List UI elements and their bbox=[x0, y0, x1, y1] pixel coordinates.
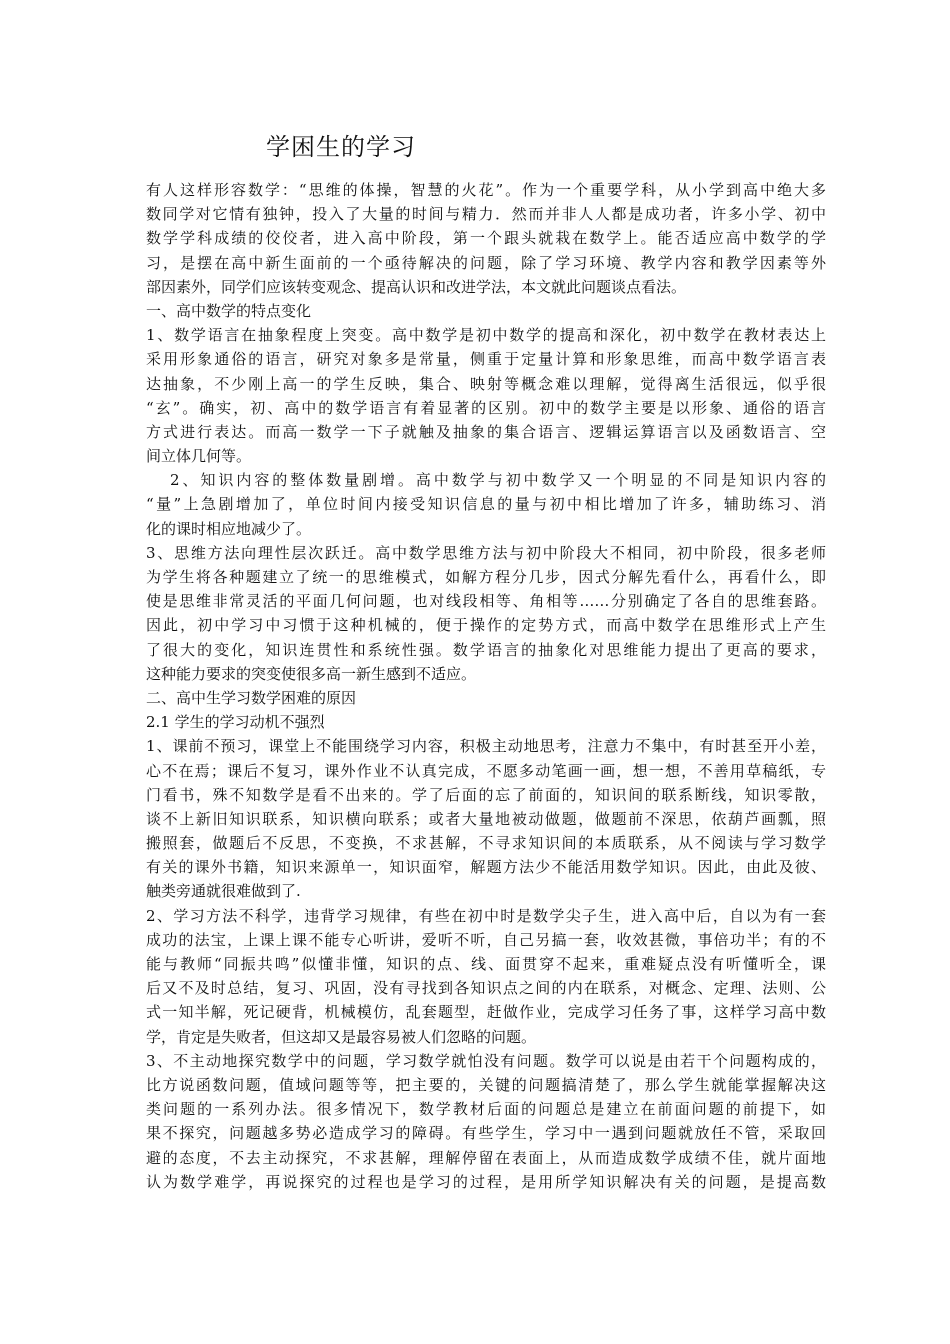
text-line: 谈不上新旧知识联系，知识横向联系；或者大量地被动做题，做题前不深思，依葫芦画瓢，照 bbox=[146, 809, 826, 828]
text-line: 有人这样形容数学：“思维的体操，智慧的火花”。作为一个重要学科，从小学到高中绝大多 bbox=[146, 181, 826, 199]
text-line: 了很大的变化，知识连贯性和系统性强。数学语言的抽象化对思维能力提出了更高的要求， bbox=[146, 640, 826, 659]
text-line: “玄”。确实，初、高中的数学语言有着显著的区别。初中的数学主要是以形象、通俗的语言 bbox=[146, 398, 826, 417]
text-line: “量”上急剧增加了，单位时间内接受知识信息的量与初中相比增加了许多，辅助练习、消 bbox=[146, 495, 826, 514]
document-body bbox=[146, 178, 826, 1194]
text-line: 数学学科成绩的佼佼者，进入高中阶段，第一个跟头就栽在数学上。能否适应高中数学的学 bbox=[146, 229, 826, 248]
text-line: 1、数学语言在抽象程度上突变。高中数学是初中数学的提高和深化，初中数学在教材表达上 bbox=[146, 326, 826, 345]
text-line: 类问题的一系列办法。很多情况下，数学教材后面的问题总是建立在前面问题的前提下，如 bbox=[146, 1100, 826, 1119]
text-line: 有关的课外书籍，知识来源单一，知识面窄，解题方法少不能活用数学知识。因此，由此及彼、 bbox=[146, 858, 826, 877]
text-line: 采用形象通俗的语言，研究对象多是常量，侧重于定量计算和形象思维，而高中数学语言表 bbox=[146, 350, 826, 369]
text-line: 避的态度，不去主动探究，不求甚解，理解停留在表面上，从而造成数学成绩不佳，就片面地 bbox=[146, 1148, 826, 1167]
text-line: 比方说函数问题，值域问题等等，把主要的，关键的问题搞清楚了，那么学生就能掌握解决这 bbox=[146, 1075, 826, 1094]
text-line: 门看书，殊不知数学是看不出来的。学了后面的忘了前面的，知识间的联系断线，知识零散， bbox=[146, 785, 826, 804]
text-line: 因此，初中学习中习惯于这种机械的，便于操作的定势方式，而高中数学在思维形式上产生 bbox=[146, 616, 826, 635]
text-line: 1、课前不预习，课堂上不能围绕学习内容，积极主动地思考，注意力不集中，有时甚至开小差， bbox=[146, 737, 826, 756]
text-line: 习，是摆在高中新生面前的一个亟待解决的问题，除了学习环境、教学内容和教学因素等外 bbox=[146, 253, 826, 272]
text-line: 式一知半解，死记硬背，机械模仿，乱套题型，赶做作业，完成学习任务了事，这样学习高中数 bbox=[146, 1003, 826, 1022]
text-line: 2.1 学生的学习动机不强烈 bbox=[146, 713, 325, 732]
text-line: 这种能力要求的突变使很多高一新生感到不适应。 bbox=[146, 664, 477, 683]
text-line: 后又不及时总结，复习、巩固，没有寻找到各知识点之间的内在联系，对概念、定理、法则、公 bbox=[146, 979, 826, 998]
text-line: 为学生将各种题建立了统一的思维模式，如解方程分几步，因式分解先看什么，再看什么，即 bbox=[146, 568, 826, 586]
text-line: 3、思维方法向理性层次跃迁。高中数学思维方法与初中阶段大不相同，初中阶段，很多老师 bbox=[146, 543, 826, 562]
text-line: 2、学习方法不科学，违背学习规律，有些在初中时是数学尖子生，进入高中后，自以为有一套 bbox=[146, 906, 826, 925]
text-line: 心不在焉；课后不复习，课外作业不认真完成，不愿多动笔画一画，想一想，不善用草稿纸，专 bbox=[146, 761, 826, 780]
text-line: 一、高中数学的特点变化 bbox=[146, 301, 312, 320]
text-line: 方式进行表达。而高一数学一下子就触及抽象的集合语言、逻辑运算语言以及函数语言、空 bbox=[146, 422, 826, 441]
text-line: 达抽象，不少刚上高一的学生反映，集合、映射等概念难以理解，觉得离生活很远，似乎很 bbox=[146, 374, 826, 393]
text-line: 触类旁通就很难做到了. bbox=[146, 882, 301, 901]
text-line: 数同学对它情有独钟，投入了大量的时间与精力．然而并非人人都是成功者，许多小学、初中 bbox=[146, 205, 826, 224]
text-line: 果不探究，问题越多势必造成学习的障碍。有些学生，学习中一遇到问题就放任不管，采取回 bbox=[146, 1124, 826, 1143]
text-line: 搬照套，做题后不反思，不变换，不求甚解，不寻求知识间的本质联系，从不阅读与学习数学 bbox=[146, 834, 826, 853]
text-line: 能与教师“同振共鸣”似懂非懂，知识的点、线、面贯穿不起来，重难疑点没有听懂听全，课 bbox=[146, 955, 826, 973]
text-line: 部因素外，同学们应该转变观念、提高认识和改进学法，本文就此问题谈点看法。 bbox=[146, 277, 687, 296]
text-line: 3、不主动地探究数学中的问题，学习数学就怕没有问题。数学可以说是由若干个问题构成的， bbox=[146, 1051, 826, 1070]
text-line: 学，肯定是失败者，但这却又是最容易被人们忽略的问题。 bbox=[146, 1027, 537, 1046]
document-title: 学困生的学习 bbox=[266, 133, 416, 161]
text-line: 2、知识内容的整体数量剧增。高中数学与初中数学又一个明显的不同是知识内容的 bbox=[170, 471, 826, 490]
text-line: 认为数学难学，再说探究的过程也是学习的过程，是用所学知识解决有关的问题，是提高数 bbox=[146, 1172, 826, 1191]
text-line: 使是思维非常灵活的平面几何问题，也对线段相等、角相等……分别确定了各自的思维套路。 bbox=[146, 592, 826, 611]
text-line: 间立体几何等。 bbox=[146, 447, 252, 466]
text-line: 化的课时相应地减少了。 bbox=[146, 519, 312, 538]
text-line: 二、高中生学习数学困难的原因 bbox=[146, 688, 357, 707]
text-line: 成功的法宝，上课上课不能专心听讲，爱听不听，自己另搞一套，收效甚微，事倍功半；有的不 bbox=[146, 930, 826, 949]
